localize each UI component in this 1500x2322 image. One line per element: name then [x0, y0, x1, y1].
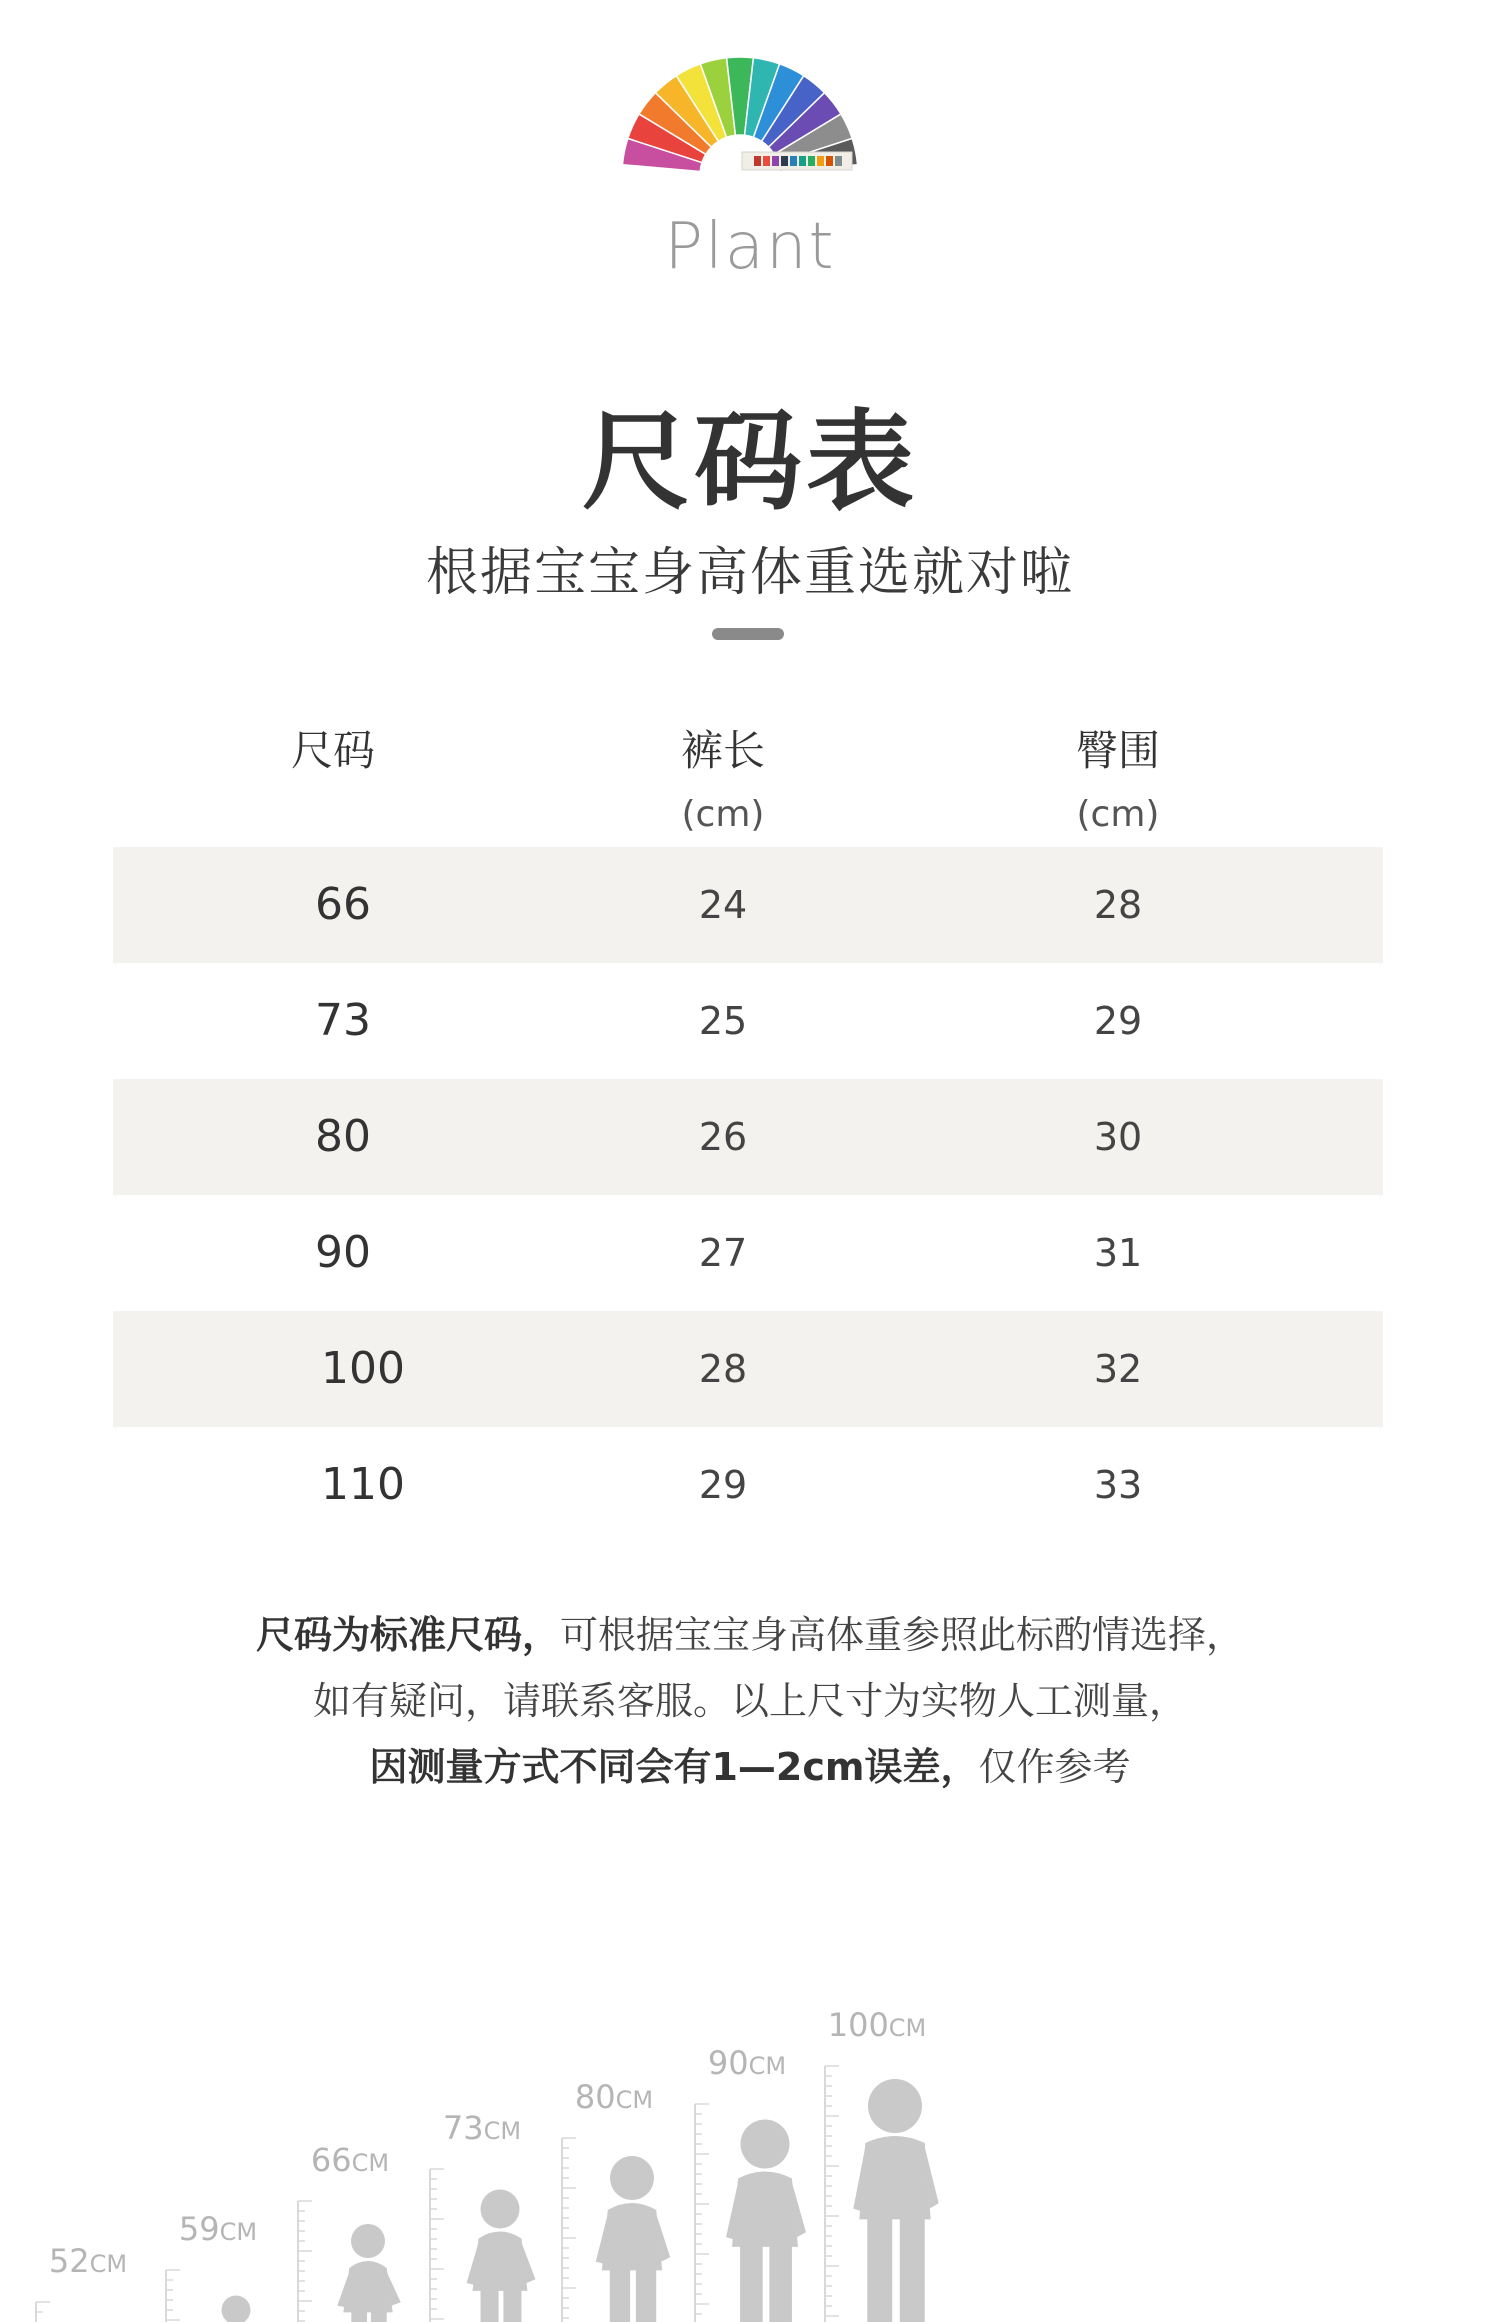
- size-cell: 100: [321, 1343, 405, 1394]
- hip-cell: 32: [1093, 1347, 1143, 1391]
- note-emphasis: 因测量方式不同会有1—2cm误差，: [369, 1745, 979, 1789]
- mini-swatch: [808, 156, 815, 166]
- size-cell: 90: [315, 1227, 371, 1278]
- mini-swatch: [763, 156, 770, 166]
- table-row: [113, 1079, 1383, 1195]
- brand-logo-color-fan: [620, 30, 860, 190]
- length-cell: 27: [698, 1231, 748, 1275]
- mini-swatch: [772, 156, 779, 166]
- mini-swatch: [754, 156, 761, 166]
- child-silhouette: [853, 2079, 938, 2322]
- length-cell: 26: [698, 1115, 748, 1159]
- child-silhouette: [208, 2296, 266, 2322]
- column-label: 裤长: [680, 726, 765, 775]
- table-row: [113, 1427, 1383, 1543]
- mini-swatch: [817, 156, 824, 166]
- size-cell: 73: [315, 995, 371, 1046]
- size-table: [113, 847, 1383, 1543]
- size-cell: 80: [315, 1111, 371, 1162]
- height-label: 80CM: [574, 2078, 654, 2116]
- note-text: 如有疑问，请联系客服。以上尺寸为实物人工测量，: [312, 1679, 1187, 1723]
- length-cell: 28: [698, 1347, 748, 1391]
- mini-swatch: [781, 156, 788, 166]
- column-label: 尺码: [290, 726, 375, 775]
- column-unit: (cm): [1076, 794, 1160, 835]
- child-silhouette: [596, 2156, 670, 2322]
- note-text: 可根据宝宝身高体重参照此标酌情选择，: [560, 1613, 1245, 1657]
- note-line-3: [0, 1734, 1500, 1800]
- table-row: [113, 1311, 1383, 1427]
- column-header-size: [233, 718, 433, 778]
- length-cell: 24: [698, 883, 748, 927]
- note-text: 仅作参考: [978, 1745, 1131, 1789]
- mini-swatch: [790, 156, 797, 166]
- height-growth-illustration: [0, 1880, 1500, 2322]
- height-label: 73CM: [442, 2109, 522, 2147]
- height-label: 59CM: [178, 2210, 258, 2248]
- height-label: 100CM: [827, 2006, 927, 2044]
- hip-cell: 31: [1093, 1231, 1143, 1275]
- note-line-1: [0, 1602, 1500, 1668]
- note-emphasis: 尺码为标准尺码，: [255, 1613, 560, 1657]
- mini-swatch: [799, 156, 806, 166]
- table-row: [113, 847, 1383, 963]
- height-label: 66CM: [310, 2141, 390, 2179]
- child-silhouette: [337, 2224, 400, 2322]
- length-cell: 29: [698, 1463, 748, 1507]
- child-silhouette: [467, 2190, 536, 2322]
- size-cell: 110: [321, 1459, 405, 1510]
- height-label: 90CM: [707, 2044, 787, 2082]
- hip-cell: 28: [1093, 883, 1143, 927]
- table-row: [113, 963, 1383, 1079]
- table-header: [113, 718, 1383, 838]
- column-unit: (cm): [681, 794, 765, 835]
- height-label: 52CM: [48, 2242, 128, 2280]
- table-row: [113, 1195, 1383, 1311]
- page-title: 尺码表: [581, 400, 918, 525]
- hip-cell: 30: [1093, 1115, 1143, 1159]
- mini-swatch: [835, 156, 842, 166]
- size-cell: 66: [315, 879, 371, 930]
- size-notes: [0, 1602, 1500, 1800]
- column-header-length: [623, 718, 823, 835]
- length-cell: 25: [698, 999, 748, 1043]
- mini-swatch: [826, 156, 833, 166]
- child-silhouette: [726, 2120, 806, 2322]
- hip-cell: 33: [1093, 1463, 1143, 1507]
- hip-cell: 29: [1093, 999, 1143, 1043]
- note-line-2: [0, 1668, 1500, 1734]
- column-header-hip: [1018, 718, 1218, 835]
- column-label: 臀围: [1075, 726, 1160, 775]
- page-subtitle: 根据宝宝身高体重选就对啦: [425, 543, 1074, 603]
- brand-name: Plant: [664, 210, 836, 284]
- divider: [712, 628, 784, 640]
